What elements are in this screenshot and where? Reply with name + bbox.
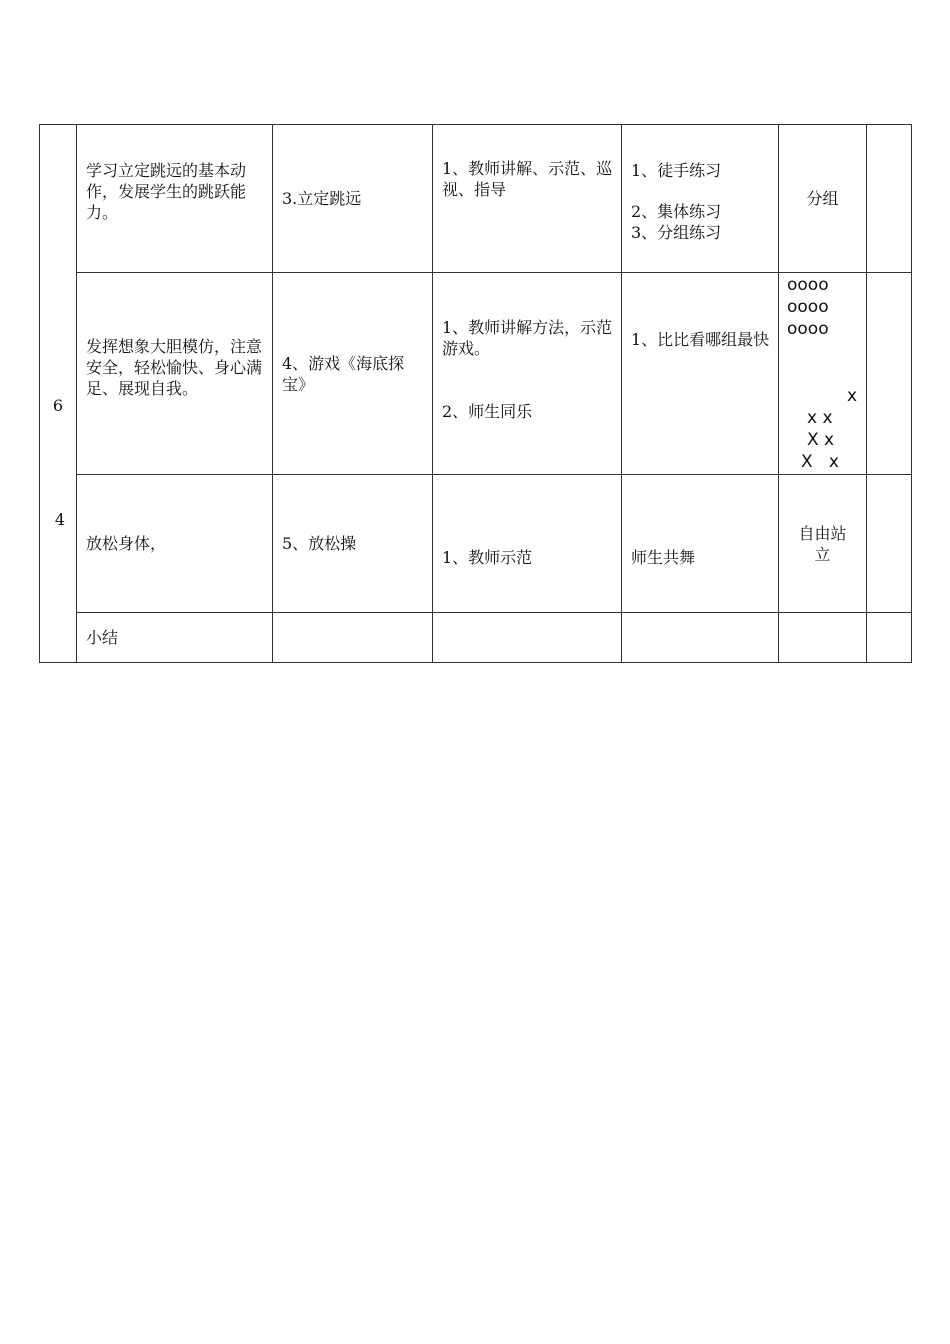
organization-cell: [779, 125, 867, 273]
student-text: 2、集体练习: [631, 202, 722, 221]
table-row: [40, 475, 912, 613]
formation-x-row: X x: [807, 430, 835, 450]
empty-cell: [867, 613, 912, 663]
empty-cell: [867, 273, 912, 475]
table-row: [40, 125, 912, 273]
student-cell: [622, 475, 779, 613]
row-number: 6: [52, 396, 64, 415]
organization-text: 分组: [806, 189, 839, 208]
goal-cell: [77, 475, 273, 613]
goal-cell: [77, 613, 273, 663]
student-text: 3、分组练习: [631, 223, 722, 242]
teacher-text: 1、教师示范: [442, 548, 533, 567]
formation-o-row: oooo: [787, 319, 829, 339]
formation-diagram: [779, 273, 866, 473]
teacher-text: 1、教师讲解方法，示范游戏。: [442, 318, 613, 358]
content-cell: [273, 475, 433, 613]
formation-x-row: x: [847, 386, 858, 406]
organization-text: 自由站立: [798, 524, 847, 564]
table-row: [40, 273, 912, 475]
content-text: 5、放松操: [282, 534, 357, 553]
organization-cell: [779, 475, 867, 613]
organization-cell: [779, 613, 867, 663]
row-number-cell: [40, 125, 77, 663]
goal-text: 学习立定跳远的基本动作，发展学生的跳跃能力。: [86, 161, 247, 222]
student-text: 1、徒手练习: [631, 161, 722, 180]
goal-text: 发挥想象大胆模仿，注意安全，轻松愉快、身心满足、展现自我。: [86, 337, 263, 398]
lesson-plan-table: [39, 124, 912, 663]
formation-o-row: oooo: [787, 297, 829, 317]
goal-cell: [77, 273, 273, 475]
teacher-cell: [433, 475, 622, 613]
row-number: 4: [54, 510, 66, 529]
goal-cell: [77, 125, 273, 273]
table-row: [40, 613, 912, 663]
student-text: 1、比比看哪组最快: [631, 330, 770, 349]
formation-x-row: X x: [801, 452, 839, 472]
student-text: 师生共舞: [631, 548, 696, 567]
student-cell: [622, 125, 779, 273]
student-cell: [622, 613, 779, 663]
content-text: 4、游戏《海底探宝》: [282, 354, 405, 394]
formation-cell: [779, 273, 867, 475]
teacher-text: 1、教师讲解、示范、巡视、指导: [442, 159, 613, 199]
student-cell: [622, 273, 779, 475]
content-cell: [273, 125, 433, 273]
teacher-cell: [433, 273, 622, 475]
formation-x-row: x x: [807, 408, 833, 428]
empty-cell: [867, 125, 912, 273]
goal-text: 放松身体，: [86, 534, 167, 553]
empty-cell: [867, 475, 912, 613]
content-cell: [273, 273, 433, 475]
content-cell: [273, 613, 433, 663]
formation-o-row: oooo: [787, 275, 829, 295]
goal-text: 小结: [86, 628, 119, 647]
teacher-cell: [433, 125, 622, 273]
teacher-text: 2、师生同乐: [442, 402, 533, 421]
content-text: 3.立定跳远: [282, 189, 362, 208]
teacher-cell: [433, 613, 622, 663]
